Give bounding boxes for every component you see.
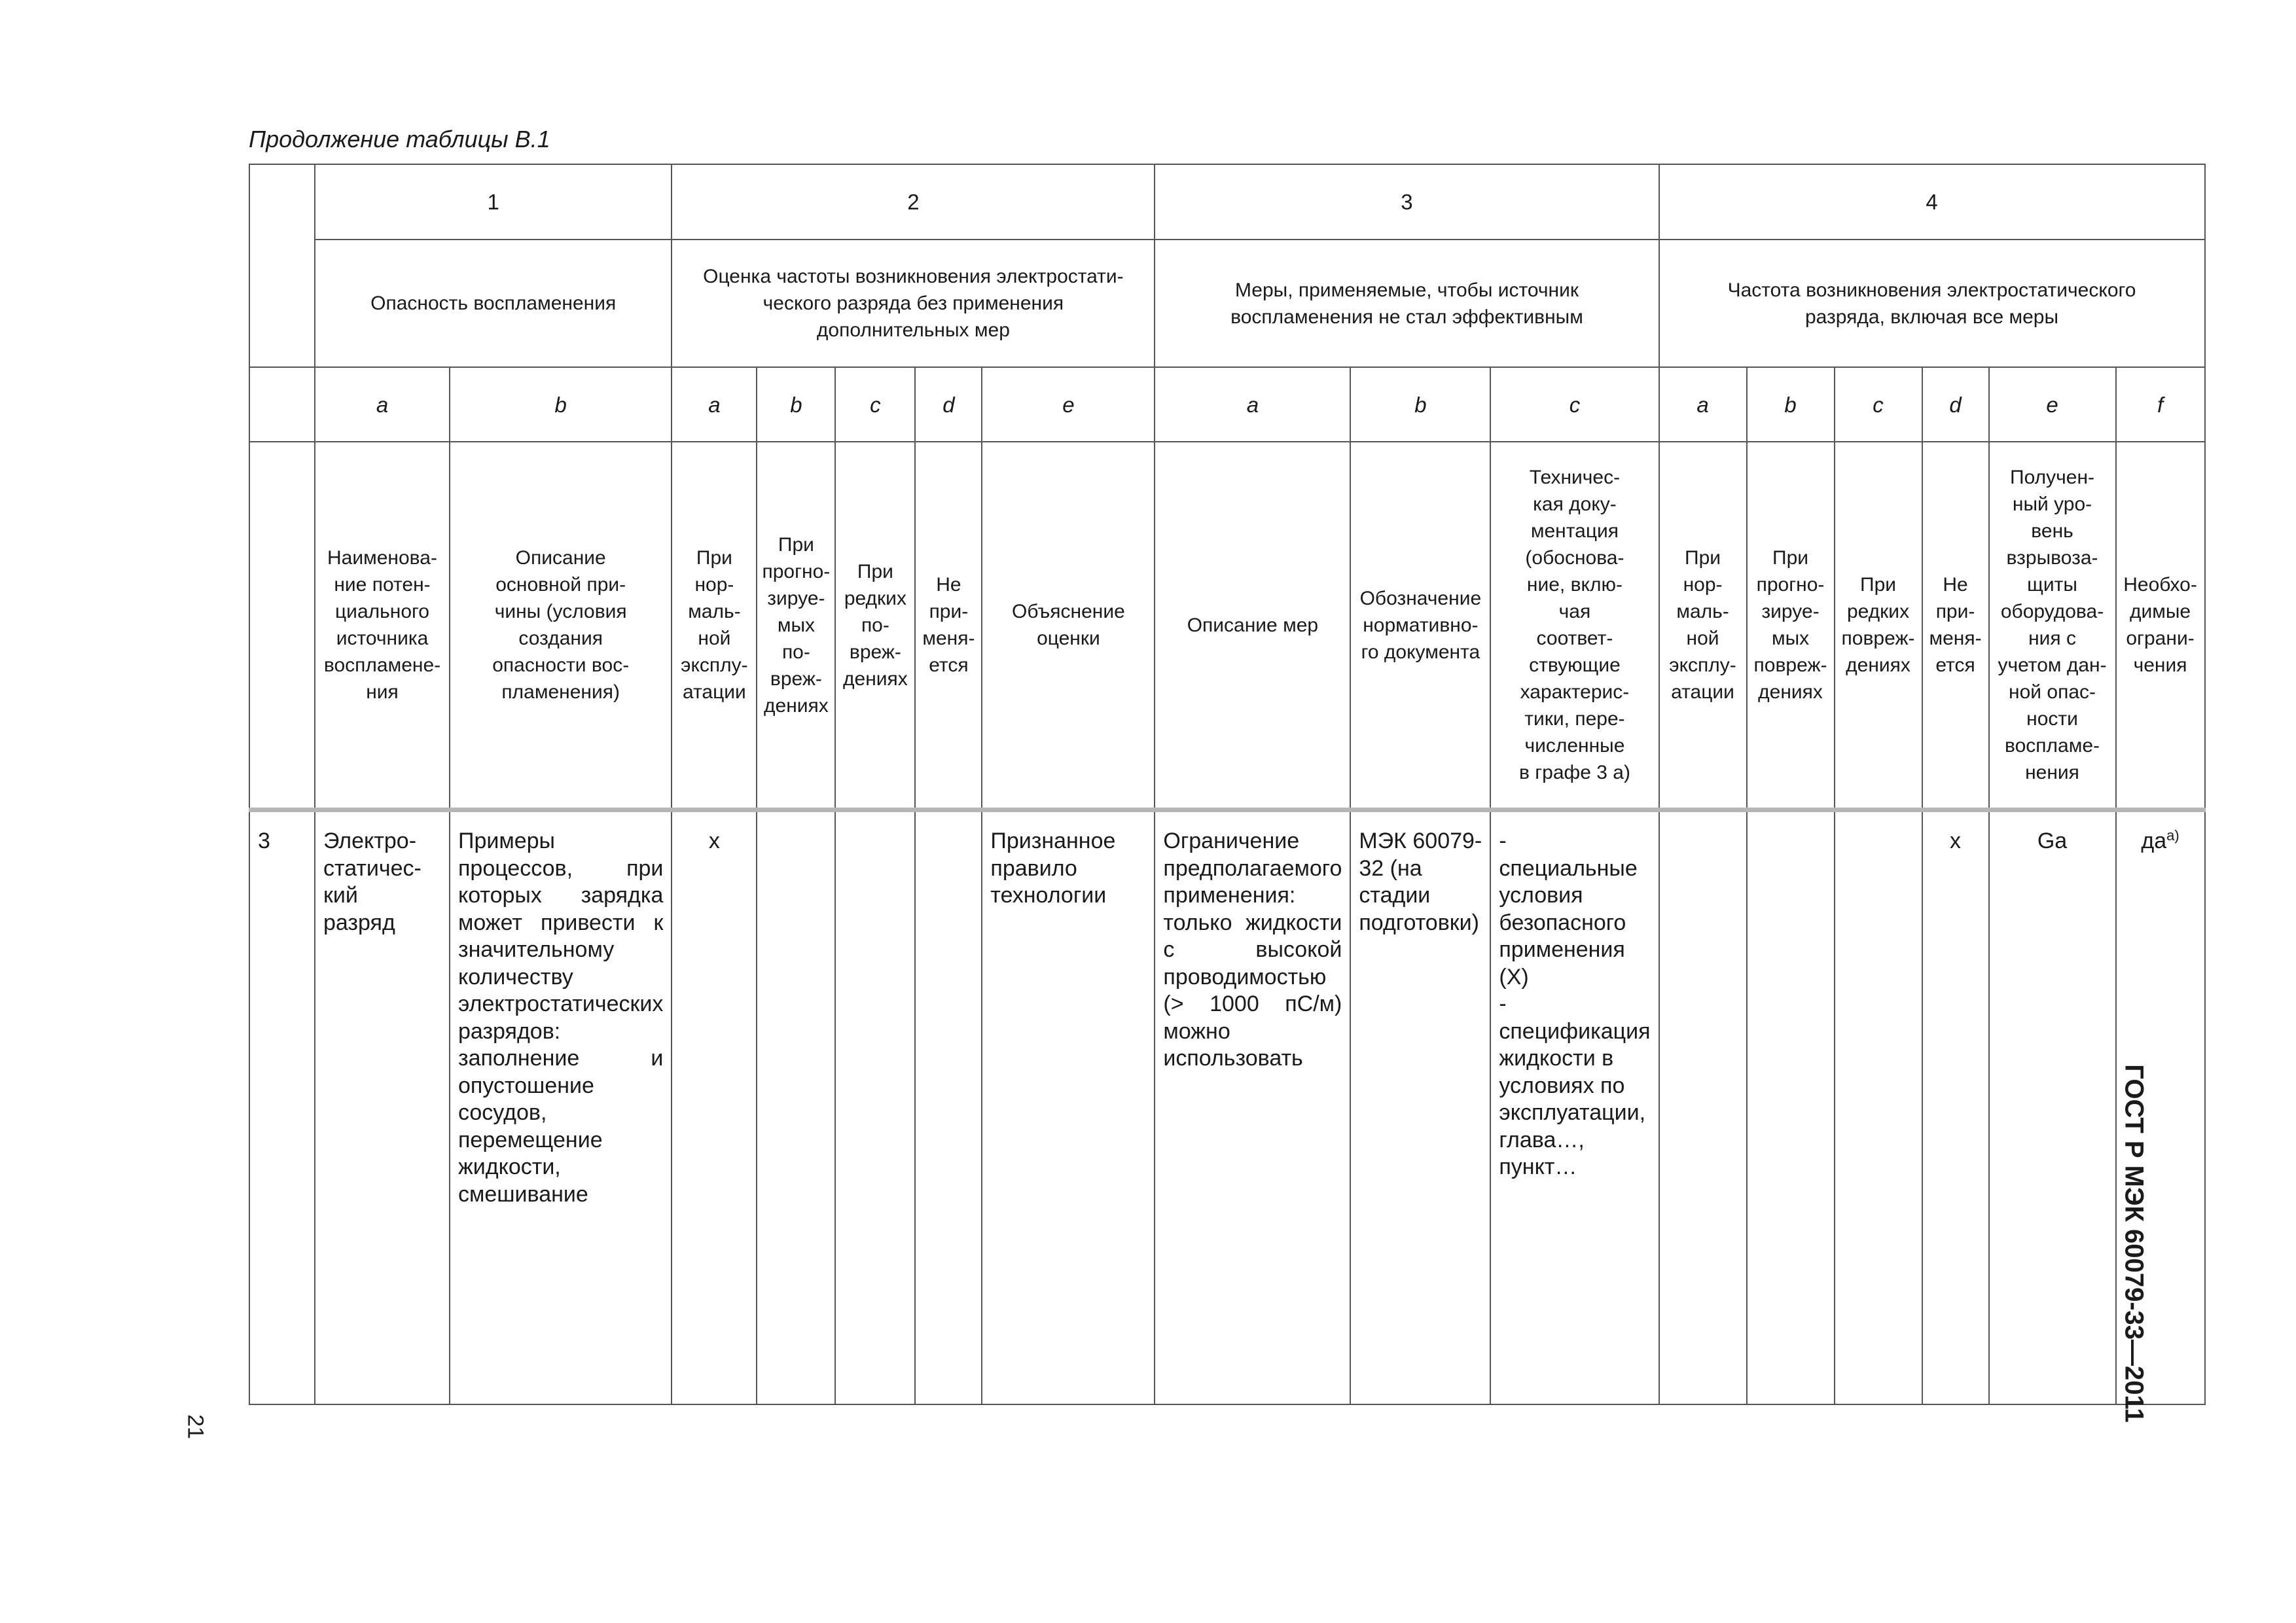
subcolumn-description: Наименова- ние потен- циального источника воспламене- ния — [315, 442, 450, 810]
assessment-explanation: Признанное правило технологии — [982, 810, 1155, 1405]
page-number-text: 21 — [183, 1414, 208, 1439]
header-title-4: Частота возникновения электростатического разряда, включая все меры — [1659, 240, 2205, 367]
header-title-row — [249, 240, 2205, 367]
subcolumn-letter: e — [1989, 367, 2116, 442]
subcolumn-letter: d — [915, 367, 982, 442]
subcolumn-letter: c — [1490, 367, 1659, 442]
table-row — [249, 810, 2205, 1405]
subcolumn-description: Не при- меня- ется — [1922, 442, 1989, 810]
subcolumn-description: Не при- меня- ется — [915, 442, 982, 810]
freq-rare-malfunction — [835, 810, 915, 1405]
subcolumn-letter: a — [672, 367, 757, 442]
subcolumn-description: При нор- маль- ной эксплу- атации — [672, 442, 757, 810]
equipment-protection-level: Ga — [1989, 810, 2116, 1405]
freq-expected-malfunction — [757, 810, 835, 1405]
subcolumn-letter: b — [757, 367, 835, 442]
freq-not-applicable — [915, 810, 982, 1405]
subcolumn-letter: b — [450, 367, 672, 442]
header-number-4: 4 — [1659, 164, 2205, 240]
subcolumn-letter: c — [835, 367, 915, 442]
technical-documentation: - специальные условия безопасного применения (X) - спецификация жидкости в условиях по эксплуатации, глава…, пункт… — [1490, 810, 1659, 1405]
subcolumn-description: Необхо- димые ограни- чения — [2116, 442, 2205, 810]
measures-description: Ограничение предполагаемого применения: только жидкости с высокой проводимостью (> 1000 пС/м) можно использовать — [1155, 810, 1350, 1405]
normative-document: МЭК 60079-32 (на стадии подготовки) — [1350, 810, 1490, 1405]
subcolumn-description: При редких по- вреж- дениях — [835, 442, 915, 810]
subcolumn-letter: f — [2116, 367, 2205, 442]
header-number-3: 3 — [1155, 164, 1659, 240]
ignition-source-name: Электро- статичес- кий разряд — [315, 810, 450, 1405]
subcolumn-description: При нор- маль- ной эксплу- атации — [1659, 442, 1747, 810]
hazard-table — [249, 164, 2206, 1405]
subcolumn-letter: a — [1659, 367, 1747, 442]
subcolumn-letter-row — [249, 367, 2205, 442]
subcolumn-letter: b — [1350, 367, 1490, 442]
subcolumn-description-row — [249, 442, 2205, 810]
empty-cell — [249, 442, 315, 810]
empty-cell — [249, 367, 315, 442]
header-number-1: 1 — [315, 164, 672, 240]
header-number-row — [249, 164, 2205, 240]
subcolumn-description: При прогно- зируе- мых повреж- дениях — [1747, 442, 1835, 810]
corner-cell — [249, 164, 315, 367]
subcolumn-description: При прогно- зируе- мых по- вреж- дениях — [757, 442, 835, 810]
final-freq-not-applicable: x — [1922, 810, 1989, 1405]
subcolumn-description: При редких повреж- дениях — [1835, 442, 1922, 810]
subcolumn-description: Техничес- кая доку- ментация (обоснова- ние, вклю- чая соответ- ствующие характерис- тики, пере- численные в графе 3 а) — [1490, 442, 1659, 810]
subcolumn-letter: a — [1155, 367, 1350, 442]
subcolumn-letter: b — [1747, 367, 1835, 442]
page-number — [182, 1407, 208, 1446]
ignition-cause-description: Примеры процессов, при которых зарядка может привести к значительному количеству электростатических разрядов: заполнение и опустошение сосудов, перемещение жидкости, смешивание — [450, 810, 672, 1405]
final-freq-normal-operation — [1659, 810, 1747, 1405]
document-code-text: ГОСТ Р МЭК 60079-33—2011 — [2119, 1064, 2149, 1423]
header-title-2: Оценка частоты возникновения электростати- ческого разряда без применения дополнительных мер — [672, 240, 1155, 367]
subcolumn-description: Получен- ный уро- вень взрывоза- щиты оборудова- ния с учетом дан- ной опас- ности воспламе- нения — [1989, 442, 2116, 810]
restriction-value: да — [2141, 829, 2167, 853]
footnote-marker: а) — [2166, 827, 2179, 844]
header-number-2: 2 — [672, 164, 1155, 240]
header-title-3: Меры, применяемые, чтобы источник воспламенения не стал эффективным — [1155, 240, 1659, 367]
table-caption: Продолжение таблицы В.1 — [249, 126, 550, 152]
subcolumn-description: Обозначение нормативно- го документа — [1350, 442, 1490, 810]
freq-normal-operation: x — [672, 810, 757, 1405]
subcolumn-description: Описание мер — [1155, 442, 1350, 810]
final-freq-expected-malfunction — [1747, 810, 1835, 1405]
subcolumn-description: Описание основной при- чины (условия создания опасности вос- пламенения) — [450, 442, 672, 810]
subcolumn-letter: a — [315, 367, 450, 442]
header-title-1: Опасность воспламенения — [315, 240, 672, 367]
subcolumn-description: Объяснение оценки — [982, 442, 1155, 810]
subcolumn-letter: d — [1922, 367, 1989, 442]
document-code — [2114, 1054, 2153, 1433]
row-number: 3 — [249, 810, 315, 1405]
subcolumn-letter: c — [1835, 367, 1922, 442]
subcolumn-letter: e — [982, 367, 1155, 442]
final-freq-rare-malfunction — [1835, 810, 1922, 1405]
